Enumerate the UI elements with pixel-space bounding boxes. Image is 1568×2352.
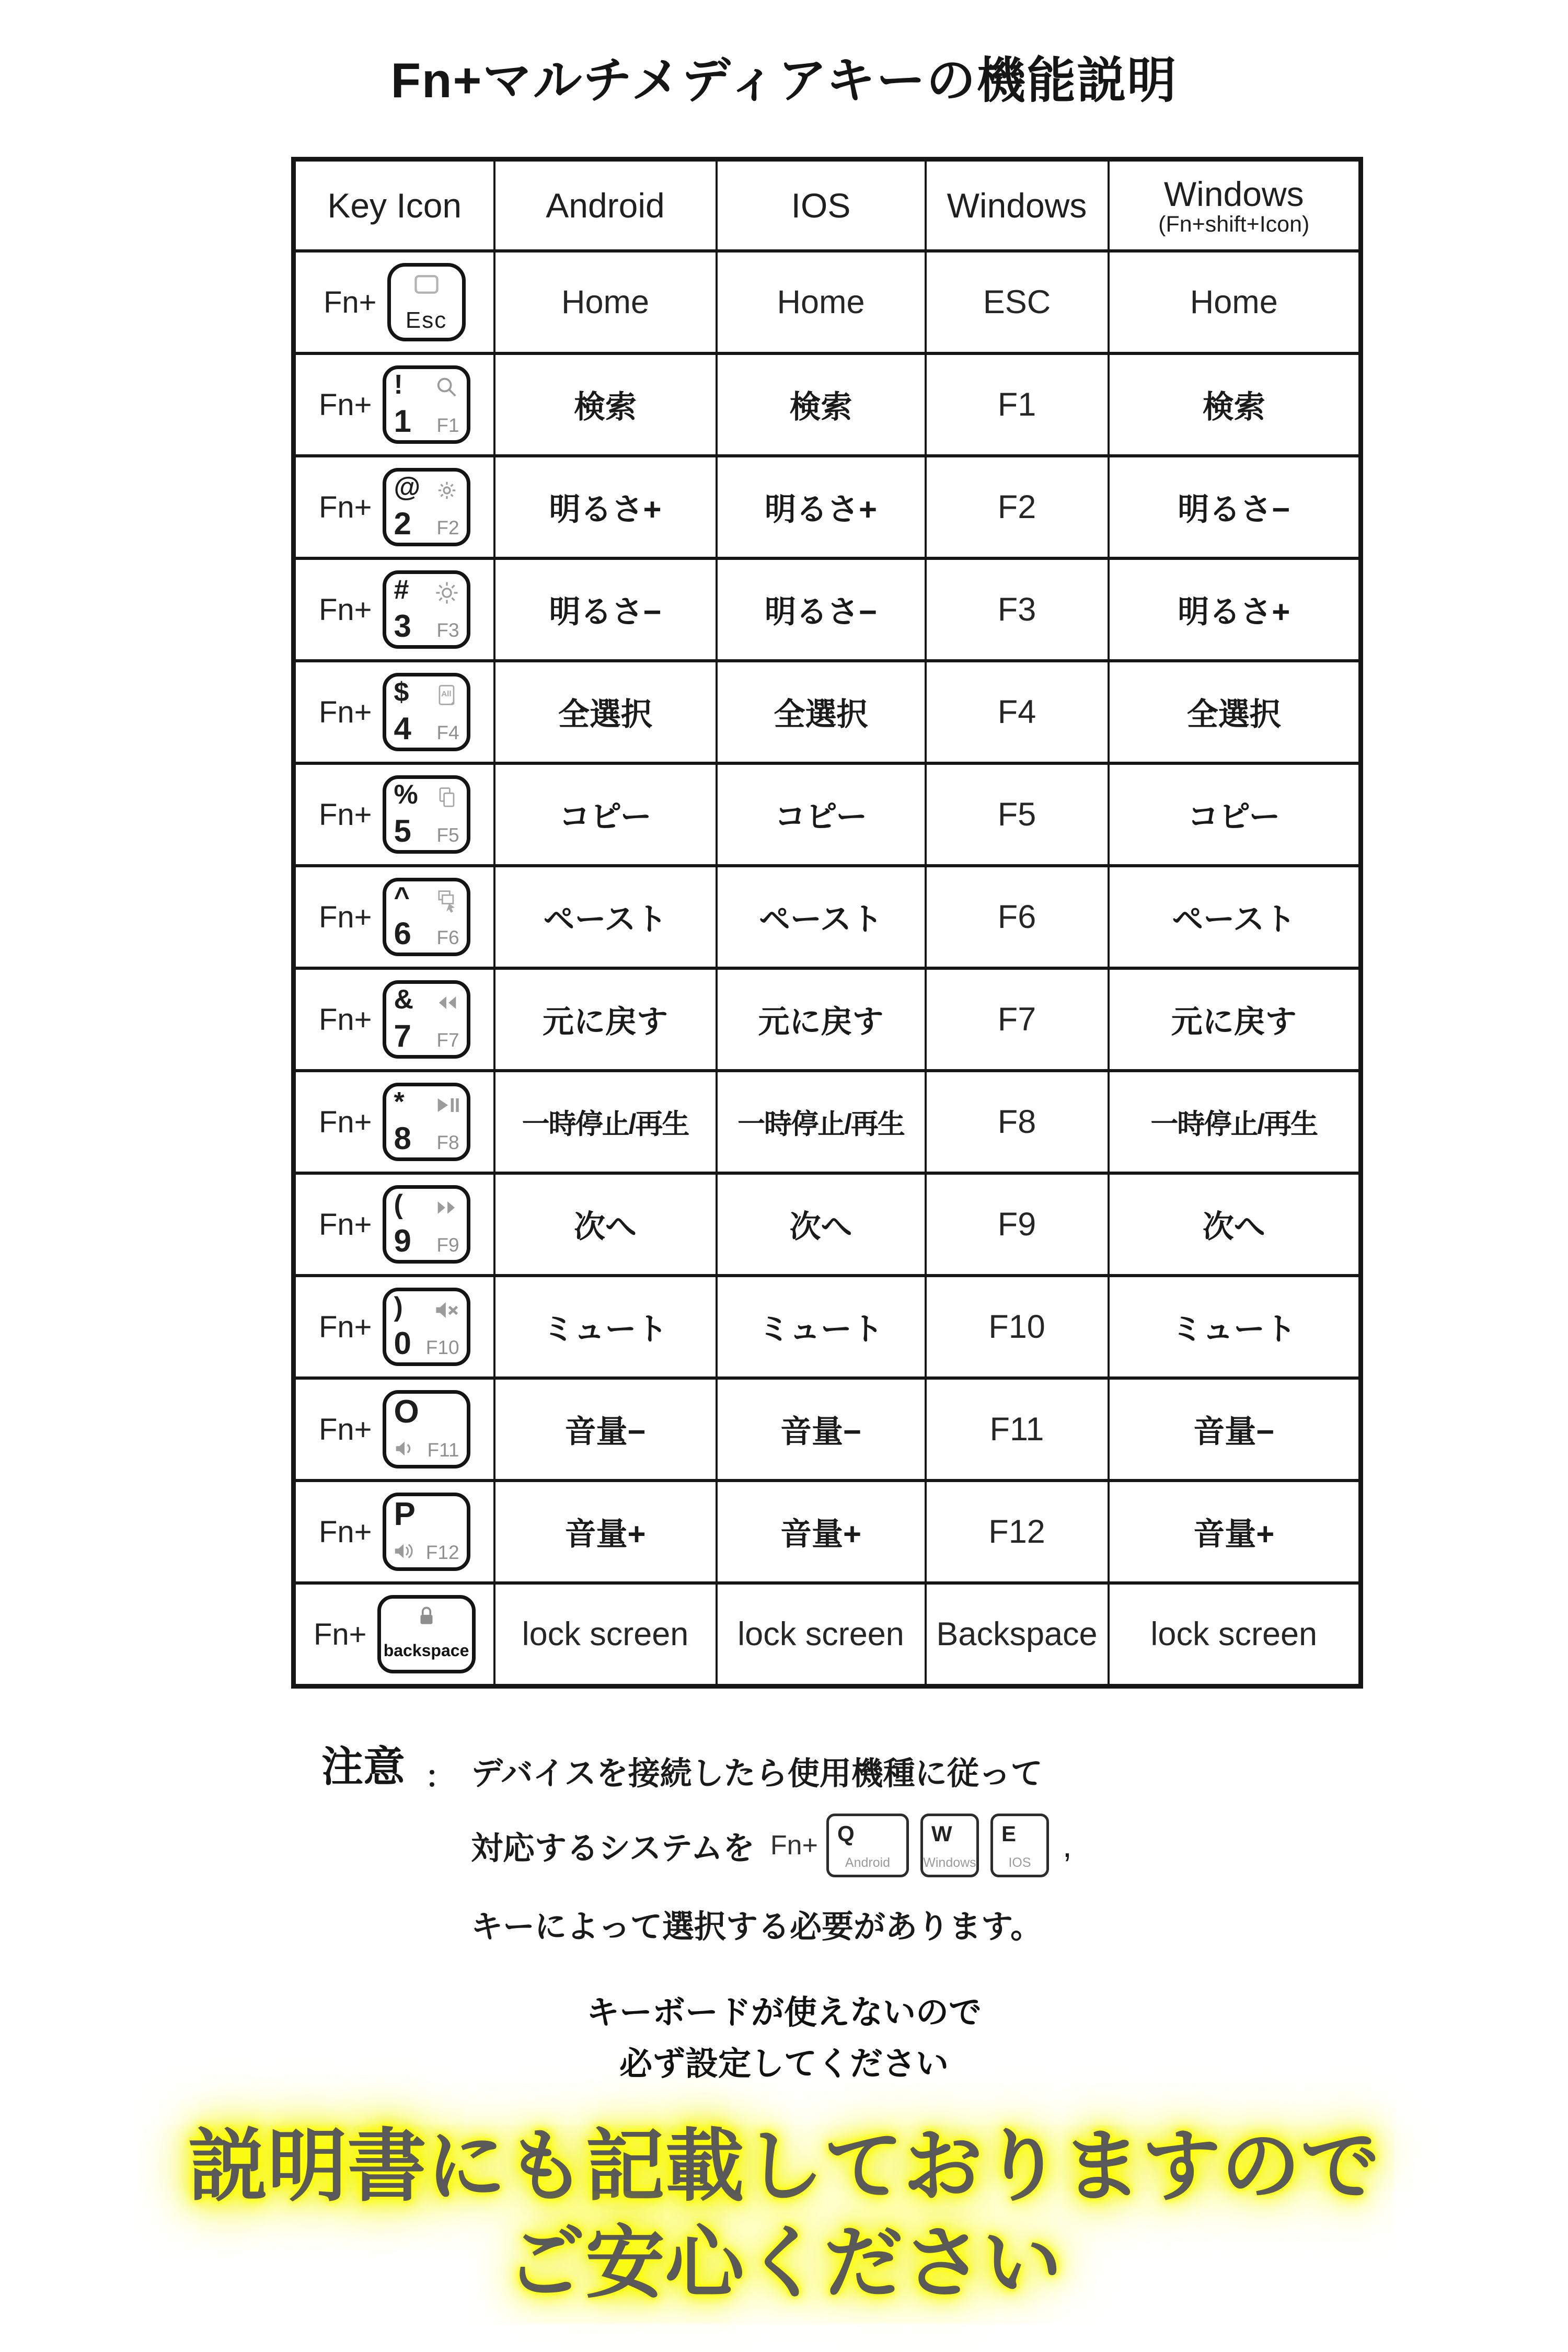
- key-cell-inner: [296, 263, 493, 341]
- key-cell-inner: [296, 1185, 493, 1264]
- cell-windows-shift: [1109, 1583, 1361, 1686]
- cell-windows: [926, 456, 1109, 558]
- search-icon: [433, 374, 460, 401]
- table-header-cell: Windows: [926, 159, 1109, 251]
- fn-prefix-label: Fn+: [318, 1412, 372, 1447]
- note-line1: デバイスを接続したら使用機種に従って: [471, 1756, 1043, 1791]
- paste-icon: [433, 887, 460, 914]
- footer-banner: [0, 2118, 1568, 2312]
- cell-windows-shift-text: 次へ: [1202, 1209, 1265, 1244]
- cell-windows-shift-text: 全選択: [1186, 697, 1281, 732]
- key-number: 2: [394, 506, 411, 541]
- select-all-icon: [433, 682, 460, 709]
- cell-ios: [717, 1583, 926, 1686]
- cell-android: [494, 456, 717, 558]
- fn-prefix-label: Fn+: [318, 1310, 372, 1344]
- table-row: [294, 1276, 1361, 1378]
- key-shift-symbol: &: [394, 984, 414, 1015]
- note-section: [321, 1741, 1072, 1947]
- cell-android: [494, 1378, 717, 1481]
- cell-windows: [926, 763, 1109, 866]
- cell-windows-shift: [1109, 558, 1361, 661]
- table-header-cell-windows-shift: [1109, 159, 1361, 251]
- key-cell: [294, 661, 494, 763]
- key-cell-inner: [296, 980, 493, 1059]
- key-shift-symbol: %: [394, 779, 418, 810]
- f-key-label: F1: [436, 415, 459, 436]
- cell-android: [494, 866, 717, 968]
- cell-windows-shift-text: 元に戻す: [1171, 1004, 1297, 1039]
- cell-windows: [926, 1481, 1109, 1583]
- esc-key-label: Esc: [405, 307, 447, 333]
- cell-ios-text: 明るさ−: [764, 594, 878, 629]
- f-key-label: F3: [436, 619, 459, 641]
- backspace-keycap: [377, 1595, 476, 1673]
- table-row: [294, 763, 1361, 866]
- key-number: 3: [394, 609, 411, 644]
- cell-ios: [717, 456, 926, 558]
- cell-ios-text: lock screen: [737, 1616, 904, 1653]
- cell-ios-text: Home: [777, 284, 865, 320]
- cell-windows-text: F5: [997, 796, 1036, 833]
- cell-android: [494, 968, 717, 1071]
- header-windows-shift-line2: (Fn+shift+Icon): [1158, 211, 1310, 237]
- cell-windows-shift: [1109, 456, 1361, 558]
- brightness-low-icon: [433, 477, 460, 504]
- cell-windows: [926, 1583, 1109, 1686]
- cell-ios: [717, 661, 926, 763]
- key-shift-symbol: $: [394, 677, 409, 707]
- function-table: [291, 157, 1363, 1689]
- esc-keycap: [387, 263, 466, 341]
- f-key-label: F4: [436, 722, 459, 743]
- cell-android-text: 音量+: [564, 1517, 646, 1552]
- cell-ios-text: 明るさ+: [764, 492, 878, 527]
- key-shift-symbol: @: [394, 472, 421, 502]
- table-header-cell: Key Icon: [294, 159, 494, 251]
- f-key-label: F9: [436, 1234, 459, 1256]
- cell-android: [494, 1583, 717, 1686]
- key-cell-inner: [296, 673, 493, 751]
- volume-up-icon: [393, 1539, 417, 1563]
- cell-ios: [717, 763, 926, 866]
- os-key-os-label: Android: [845, 1855, 891, 1870]
- table-header-row: [294, 159, 1361, 251]
- key-shift-symbol: !: [394, 370, 403, 400]
- cell-android: [494, 763, 717, 866]
- cell-windows-shift-text: コピー: [1187, 799, 1281, 834]
- cell-ios: [717, 1481, 926, 1583]
- f-key-label: F5: [436, 824, 459, 846]
- os-key-ios: [990, 1814, 1049, 1877]
- table-header-cell: Android: [494, 159, 717, 251]
- cell-windows-text: F10: [988, 1309, 1045, 1345]
- os-key-os-label: IOS: [1008, 1855, 1031, 1870]
- cell-windows-shift: [1109, 968, 1361, 1071]
- key-cell-inner: [296, 468, 493, 546]
- cell-windows-text: ESC: [983, 284, 1051, 320]
- cell-ios-text: ミュート: [758, 1312, 883, 1347]
- fn-prefix-label: Fn+: [318, 900, 372, 934]
- note-body: [471, 1741, 1072, 1947]
- cell-android: [494, 1173, 717, 1276]
- cell-windows-text: F6: [997, 899, 1036, 935]
- cell-windows-shift: [1109, 866, 1361, 968]
- table-row: [294, 251, 1361, 353]
- number-keycap: [383, 1288, 470, 1366]
- warning-text: [0, 1988, 1568, 2090]
- footer-line1: 説明書にも記載しておりますので: [188, 2122, 1380, 2211]
- os-key-android: [826, 1814, 909, 1877]
- fn-prefix-label: Fn+: [313, 1617, 367, 1651]
- cell-windows-text: F7: [997, 1001, 1036, 1038]
- os-key-os-label: Windows: [923, 1855, 976, 1870]
- f-key-label: F12: [425, 1542, 459, 1563]
- cell-ios-text: 全選択: [774, 697, 868, 732]
- fn-prefix-label: Fn+: [318, 1105, 372, 1139]
- fn-prefix-label: Fn+: [318, 695, 372, 729]
- key-shift-symbol: (: [394, 1189, 403, 1220]
- cell-windows-shift-text: ペースト: [1172, 902, 1296, 937]
- os-key-letter: Q: [837, 1821, 855, 1846]
- key-cell: [294, 1071, 494, 1173]
- cell-windows-shift-text: lock screen: [1150, 1616, 1318, 1653]
- key-cell: [294, 763, 494, 866]
- key-number: 8: [394, 1121, 411, 1156]
- key-number: 1: [394, 404, 411, 439]
- os-key-windows: [920, 1814, 979, 1877]
- key-cell-inner: [296, 1595, 493, 1673]
- cell-windows: [926, 251, 1109, 353]
- cell-android: [494, 1276, 717, 1378]
- table-row: [294, 1173, 1361, 1276]
- note-line2-text: 対応するシステムを: [471, 1830, 755, 1866]
- number-keycap: [383, 1185, 470, 1264]
- key-cell: [294, 866, 494, 968]
- cell-android-text: lock screen: [522, 1616, 689, 1653]
- cell-ios-text: 検索: [789, 389, 852, 424]
- note-line2: [471, 1814, 1072, 1877]
- table-row: [294, 456, 1361, 558]
- cell-android: [494, 353, 717, 456]
- cell-windows-text: F4: [997, 694, 1036, 730]
- key-number: 4: [394, 711, 411, 746]
- key-cell-inner: [296, 570, 493, 649]
- note-line3: キーによって選択する必要があります。: [471, 1909, 1043, 1944]
- letter-keycap: [383, 1493, 470, 1571]
- key-letter: O: [394, 1394, 419, 1430]
- os-key-letter: W: [931, 1821, 952, 1846]
- cell-ios: [717, 1378, 926, 1481]
- number-keycap: [383, 980, 470, 1059]
- cell-windows: [926, 1173, 1109, 1276]
- cell-windows: [926, 661, 1109, 763]
- lock-icon: [413, 1603, 440, 1629]
- backspace-key-label: backspace: [383, 1641, 469, 1660]
- fn-prefix-label: Fn+: [318, 592, 372, 627]
- letter-keycap: [383, 1390, 470, 1468]
- cell-ios-text: 音量−: [780, 1414, 862, 1449]
- cell-ios: [717, 1071, 926, 1173]
- key-cell: [294, 1481, 494, 1583]
- cell-android-text: ミュート: [543, 1312, 668, 1347]
- cell-windows-shift-text: 明るさ+: [1178, 594, 1290, 629]
- key-number: 9: [394, 1223, 411, 1258]
- header-windows-shift-line1: Windows: [1163, 174, 1304, 213]
- key-shift-symbol: ^: [394, 882, 410, 912]
- key-cell: [294, 1378, 494, 1481]
- footer-line2: ご安心ください: [506, 2219, 1062, 2308]
- key-cell: [294, 558, 494, 661]
- cell-android-text: 一時停止/再生: [522, 1109, 689, 1140]
- cell-windows-text: F1: [997, 386, 1036, 423]
- fn-prefix-label: Fn+: [318, 1207, 372, 1242]
- key-cell-inner: [296, 1390, 493, 1468]
- f-key-label: F10: [425, 1337, 459, 1358]
- cell-android-text: 検索: [574, 389, 637, 424]
- f-key-label: F6: [436, 927, 459, 948]
- fn-prefix-label: Fn+: [318, 387, 372, 422]
- fn-prefix-label: Fn+: [323, 285, 377, 319]
- home-icon: [411, 273, 442, 296]
- cell-android: [494, 251, 717, 353]
- note-fn-label: Fn+: [770, 1830, 818, 1861]
- key-shift-symbol: ): [394, 1292, 403, 1322]
- cell-android-text: 明るさ−: [549, 594, 662, 629]
- cell-ios: [717, 1276, 926, 1378]
- cell-ios-text: 一時停止/再生: [737, 1109, 904, 1140]
- cell-android: [494, 661, 717, 763]
- cell-ios-text: ペースト: [759, 902, 883, 937]
- fn-prefix-label: Fn+: [318, 1515, 372, 1549]
- cell-android-text: 全選択: [558, 697, 652, 732]
- table-row: [294, 1378, 1361, 1481]
- cell-ios-text: コピー: [774, 799, 868, 834]
- next-track-icon: [433, 1194, 460, 1221]
- number-keycap: [383, 1083, 470, 1161]
- key-letter: P: [394, 1496, 416, 1532]
- note-label: 注意: [321, 1743, 405, 1790]
- svg-text:All: All: [441, 690, 452, 699]
- cell-windows-shift: [1109, 1481, 1361, 1583]
- mute-icon: [433, 1297, 460, 1324]
- cell-windows: [926, 558, 1109, 661]
- key-cell: [294, 1583, 494, 1686]
- fn-prefix-label: Fn+: [318, 490, 372, 524]
- cell-windows-shift-text: Home: [1190, 284, 1278, 320]
- cell-windows-shift: [1109, 1173, 1361, 1276]
- cell-ios-text: 次へ: [789, 1209, 852, 1244]
- key-cell-inner: [296, 1083, 493, 1161]
- note-colon: ：: [425, 1760, 456, 1794]
- f-key-label: F11: [427, 1439, 459, 1461]
- key-cell-inner: [296, 1288, 493, 1366]
- cell-windows-shift-text: 検索: [1202, 389, 1265, 424]
- copy-icon: [433, 784, 460, 811]
- table-header: [294, 159, 1361, 251]
- cell-windows-text: F9: [997, 1206, 1036, 1243]
- cell-windows-shift-text: 音量−: [1193, 1414, 1275, 1449]
- cell-android-text: 明るさ+: [549, 492, 662, 527]
- number-keycap: [383, 775, 470, 854]
- warning-line2: 必ず設定してください: [619, 2045, 949, 2082]
- key-number: 5: [394, 813, 411, 848]
- table-row: [294, 866, 1361, 968]
- number-keycap: [383, 878, 470, 956]
- key-shift-symbol: *: [394, 1087, 405, 1117]
- key-number: 6: [394, 916, 411, 951]
- table-row: [294, 558, 1361, 661]
- cell-windows-text: F3: [997, 591, 1036, 628]
- cell-windows-text: F8: [997, 1104, 1036, 1140]
- key-number: 0: [394, 1326, 411, 1361]
- function-table-wrap: [291, 157, 1363, 1689]
- number-keycap: [383, 673, 470, 751]
- fn-prefix-label: Fn+: [318, 797, 372, 832]
- cell-windows: [926, 1071, 1109, 1173]
- cell-windows: [926, 866, 1109, 968]
- volume-down-icon: [393, 1437, 417, 1461]
- cell-ios-text: 元に戻す: [758, 1004, 884, 1039]
- cell-windows-shift: [1109, 1071, 1361, 1173]
- cell-android: [494, 1481, 717, 1583]
- cell-windows-text: F12: [988, 1513, 1045, 1550]
- brightness-high-icon: [433, 579, 460, 606]
- cell-windows-shift: [1109, 251, 1361, 353]
- cell-windows-shift: [1109, 1378, 1361, 1481]
- cell-ios: [717, 558, 926, 661]
- table-row: [294, 1583, 1361, 1686]
- table-row: [294, 1481, 1361, 1583]
- table-body: [294, 251, 1361, 1686]
- key-cell-inner: [296, 365, 493, 444]
- key-cell: [294, 1173, 494, 1276]
- table-row: [294, 968, 1361, 1071]
- cell-windows: [926, 968, 1109, 1071]
- key-number: 7: [394, 1018, 411, 1053]
- cell-android: [494, 1071, 717, 1173]
- key-cell: [294, 251, 494, 353]
- cell-android-text: Home: [561, 284, 650, 320]
- cell-windows: [926, 1378, 1109, 1481]
- cell-windows-shift-text: 明るさ−: [1178, 492, 1290, 527]
- play-pause-icon: [433, 1092, 460, 1119]
- number-keycap: [383, 570, 470, 649]
- os-select-keys: [826, 1814, 1049, 1877]
- cell-android-text: ペースト: [543, 902, 667, 937]
- key-cell: [294, 968, 494, 1071]
- cell-windows-shift: [1109, 1276, 1361, 1378]
- cell-windows-shift-text: 音量+: [1193, 1517, 1275, 1552]
- cell-windows: [926, 353, 1109, 456]
- number-keycap: [383, 365, 470, 444]
- cell-ios: [717, 251, 926, 353]
- cell-windows: [926, 1276, 1109, 1378]
- cell-windows-text: F11: [989, 1411, 1044, 1448]
- table-row: [294, 661, 1361, 763]
- cell-android-text: 音量−: [564, 1414, 646, 1449]
- warning-line1: キーボードが使えないので: [586, 1994, 982, 2031]
- table-row: [294, 1071, 1361, 1173]
- table-row: [294, 353, 1361, 456]
- key-cell: [294, 1276, 494, 1378]
- os-key-letter: E: [1001, 1821, 1016, 1846]
- cell-android-text: 元に戻す: [543, 1004, 668, 1039]
- cell-ios: [717, 1173, 926, 1276]
- cell-windows-shift: [1109, 763, 1361, 866]
- key-shift-symbol: #: [394, 575, 409, 605]
- cell-windows-shift-text: ミュート: [1171, 1312, 1297, 1347]
- f-key-label: F8: [436, 1132, 459, 1153]
- rewind-icon: [433, 989, 460, 1016]
- cell-android-text: コピー: [559, 799, 652, 834]
- cell-windows-shift: [1109, 353, 1361, 456]
- cell-windows-shift: [1109, 661, 1361, 763]
- cell-android-text: 次へ: [574, 1209, 637, 1244]
- cell-ios-text: 音量+: [780, 1517, 862, 1552]
- cell-ios: [717, 353, 926, 456]
- note-comma: ,: [1062, 1827, 1072, 1864]
- key-cell: [294, 353, 494, 456]
- cell-windows-text: F2: [997, 489, 1036, 525]
- cell-windows-shift-text: 一時停止/再生: [1150, 1109, 1318, 1140]
- f-key-label: F2: [436, 517, 459, 538]
- cell-ios: [717, 866, 926, 968]
- cell-android: [494, 558, 717, 661]
- fn-prefix-label: Fn+: [318, 1002, 372, 1037]
- key-cell-inner: [296, 775, 493, 854]
- f-key-label: F7: [436, 1029, 459, 1051]
- table-header-cell: IOS: [717, 159, 926, 251]
- key-cell-inner: [296, 1493, 493, 1571]
- key-cell-inner: [296, 878, 493, 956]
- cell-windows-text: Backspace: [936, 1616, 1098, 1653]
- cell-ios: [717, 968, 926, 1071]
- key-cell: [294, 456, 494, 558]
- page-title: Fn+マルチメディアキーの機能説明: [390, 53, 1178, 108]
- number-keycap: [383, 468, 470, 546]
